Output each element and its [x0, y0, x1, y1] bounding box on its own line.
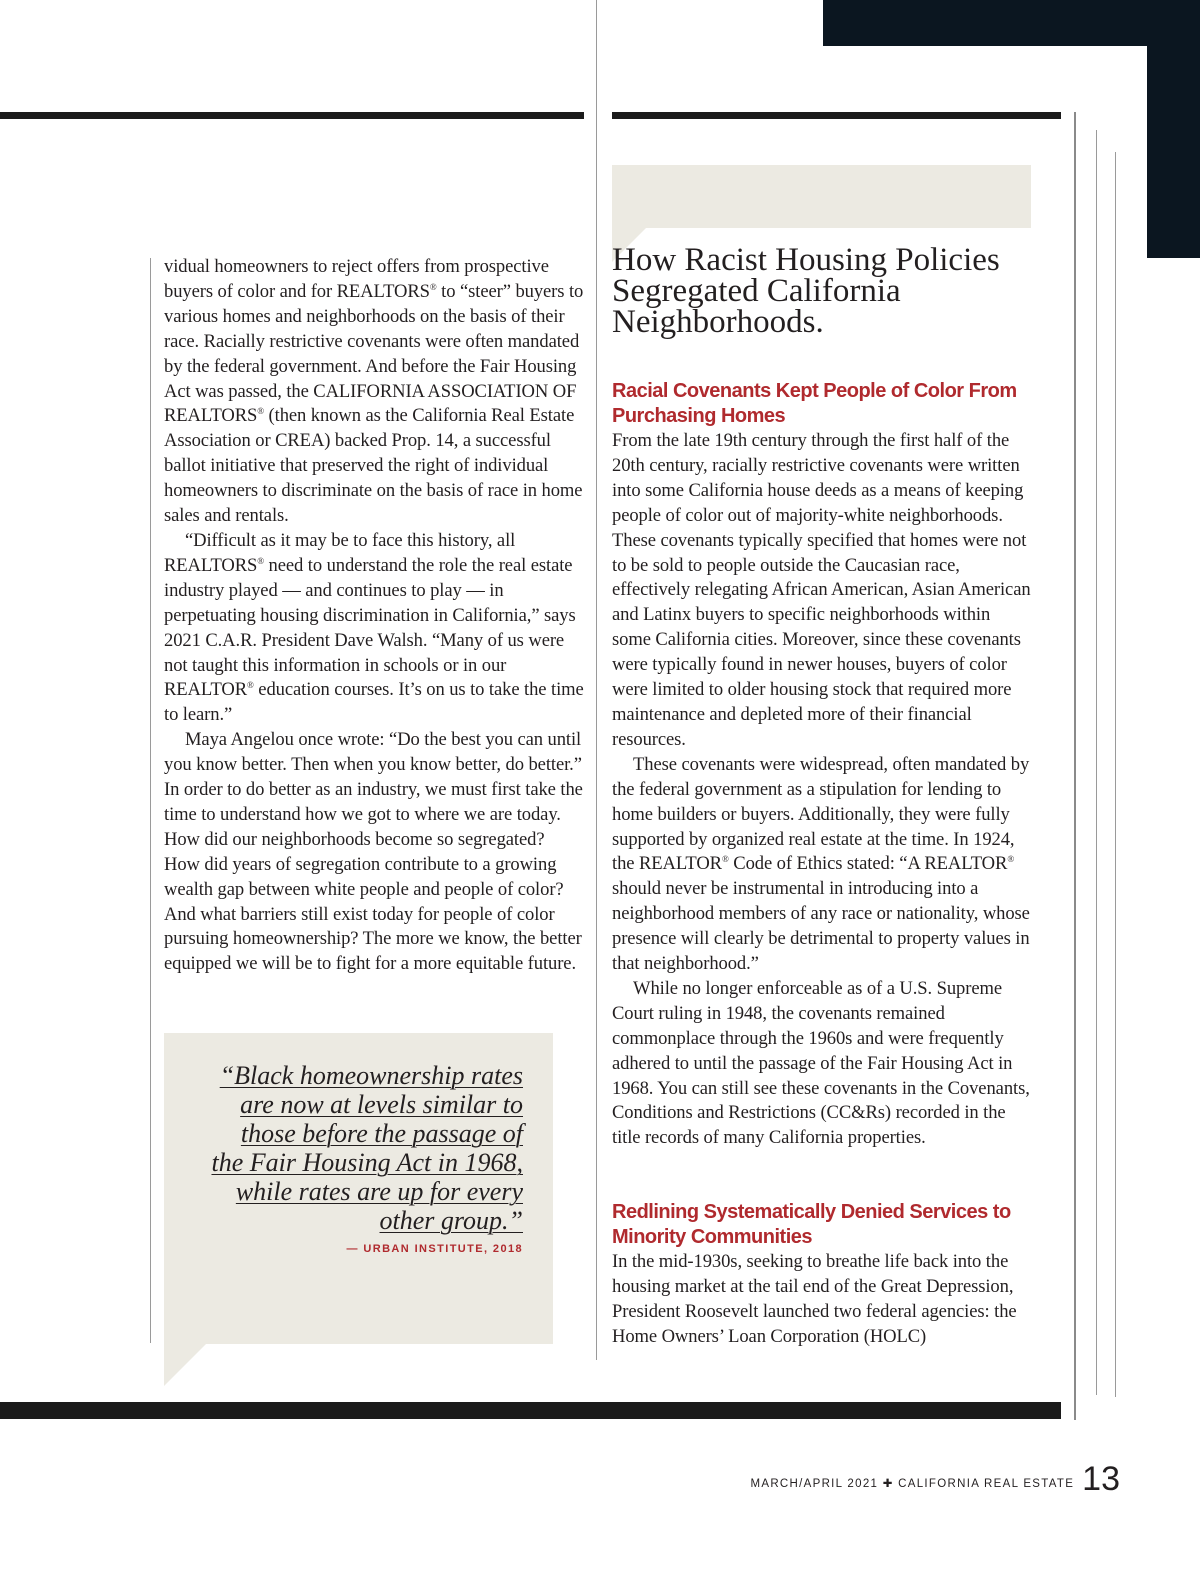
body-paragraph: In the mid-1930s, seeking to breathe life back into the housing market at the tail end of the Great Depression, President Roosevelt launched two federal agencies: the Home Owners’ Loan Corporation (HOLC): [612, 1251, 1017, 1347]
corner-decoration-bar: [823, 0, 1200, 46]
right-margin-line: [1074, 112, 1076, 1420]
pull-quote-text: “Black homeownership rates are now at levels similar to those before the passage of the Fair Housing Act in 1968, while rates are up for every other group.”: [211, 1061, 523, 1235]
body-paragraph: While no longer enforceable as of a U.S. Supreme Court ruling in 1948, the covenants remained commonplace through the 1960s and were frequently adhered to until the passage of the Fair Housing Act in 1968. You can still see these covenants in the Covenants, Conditions and Restrictions (CC&Rs) recorded in the title records of many California properties.: [612, 977, 1030, 1149]
pull-quote-source: — URBAN INSTITUTE, 2018: [346, 1243, 523, 1255]
page-footer: [750, 1462, 1120, 1496]
pull-quote-box-tail: [164, 1344, 206, 1386]
footer-publication: CALIFORNIA REAL ESTATE: [898, 1478, 1075, 1490]
left-column: [164, 255, 584, 977]
footer-folio: [750, 1476, 1074, 1490]
article-title: How Racist Housing Policies Segregated California Neighborhoods.: [612, 242, 1000, 340]
body-paragraph: These covenants were widespread, often mandated by the federal government as a stipulation for lending to home builders or buyers. Additionally, they were fully supported by organized real estate at the time. In 1924, the REALTOR® Code of Ethics stated: “A REALTOR® should never be instrumental in introducing into a neighborhood members of any race or nationality, whose presence will clearly be detrimental to property values in that neighborhood.”: [612, 753, 1030, 975]
corner-decoration-side: [1147, 0, 1200, 258]
top-rule-right: [612, 112, 1061, 119]
body-paragraph: vidual homeowners to reject offers from prospective buyers of color and for REALTORS® to “steer” buyers to various homes and neighborhoods on the basis of their race. Racially restrictive covenants were often mandated by the federal government. And before the Fair Housing Act was passed, the CALIFORNIA ASSOCIATION OF REALTORS® (then known as the California Real Estate Association or CREA) backed Prop. 14, a successful ballot initiative that preserved the right of individual homeowners to discriminate on the basis of race in home sales and rentals.: [164, 256, 584, 527]
column-divider: [596, 0, 597, 1360]
pull-quote-box: [164, 1033, 553, 1344]
plus-icon: ✚: [882, 1478, 894, 1490]
bottom-rule: [0, 1402, 1061, 1419]
right-margin-line: [1115, 152, 1116, 1397]
top-rule-left: [0, 112, 584, 119]
section-heading: Racial Covenants Kept People of Color From Purchasing Homes: [612, 380, 1017, 427]
body-paragraph: From the late 19th century through the first half of the 20th century, racially restrictive covenants were written into some California house deeds as a means of keeping people of color out of majority-white neighborhoods. These covenants typically specified that homes were not to be sold to people outside the Caucasian race, effectively relegating African American, Asian American and Latinx buyers to specific neighborhoods within some California cities. Moreover, since these covenants were typically found in newer houses, buyers of color were limited to older housing stock that required more maintenance and depleted more of their financial resources.: [612, 430, 1031, 750]
body-paragraph: Maya Angelou once wrote: “Do the best you can until you know better. Then when you know better, do better.” In order to do better as an industry, we must first take the time to understand how we got to where we are today. How did our neighborhoods become so segregated? How did years of segregation contribute to a growing wealth gap between white people and people of color? And what barriers still exist today for people of color pursuing homeownership? The more we know, the better equipped we will be to fight for a more equitable future.: [164, 729, 583, 975]
body-paragraph: “Difficult as it may be to face this history, all REALTORS® need to understand the role the real estate industry played — and continues to play — in perpetuating housing discrimination in California,” says 2021 C.A.R. President Dave Walsh. “Many of us were not taught this information in schools or in our REALTOR® education courses. It’s on us to take the time to learn.”: [164, 529, 584, 726]
right-column-continued: [612, 1250, 1032, 1350]
page-number: 13: [1082, 1460, 1120, 1498]
section-heading: Redlining Systematically Denied Services to Minority Communities: [612, 1201, 1011, 1248]
footer-issue: MARCH/APRIL 2021: [750, 1478, 879, 1490]
right-column: [612, 429, 1032, 1151]
left-margin-line: [150, 258, 151, 1343]
section-header-box: [612, 165, 1031, 228]
right-margin-line: [1096, 130, 1097, 1395]
